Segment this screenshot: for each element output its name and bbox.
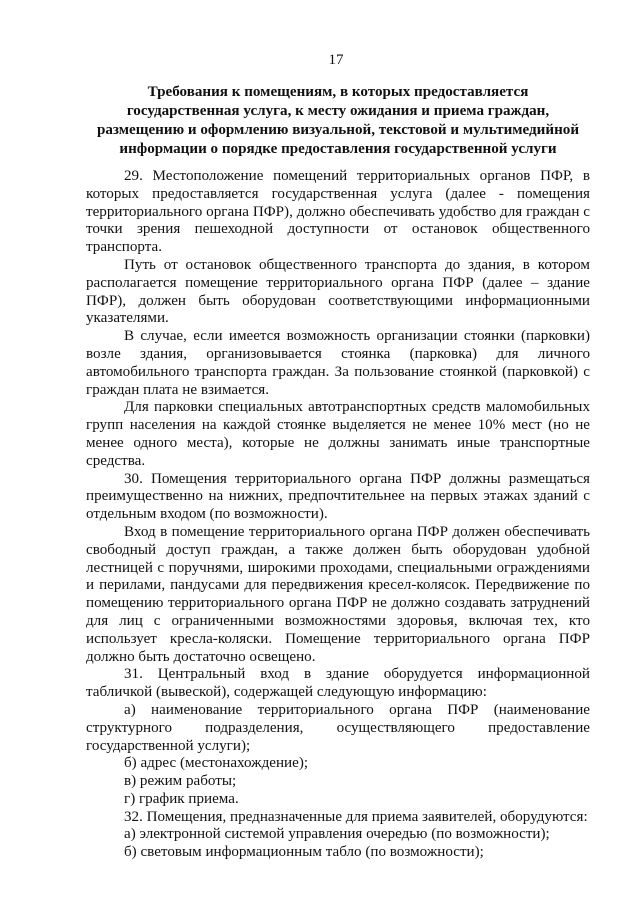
list-item-32b: б) световым информационным табло (по возможности);: [124, 844, 484, 861]
paragraph-parking: В случае, если имеется возможность организации стоянки (парковки) возле здания, организовывается стоянка (парковка) для личного автомобильного транспорта граждан. За пользование стоянкой (парковкой) с граждан плата не взимается.: [86, 328, 590, 398]
section-title: [86, 83, 590, 159]
document-body: [86, 168, 590, 862]
list-item-32a: а) электронной системой управления очередью (по возможности);: [124, 826, 550, 843]
list-item-b: б) адрес (местонахождение);: [124, 755, 309, 772]
paragraph-entrance: Вход в помещение территориального органа ПФР должен обеспечивать свободный доступ граждан, а также должен быть оборудован удобной лестницей с поручнями, широкими проходами, специальными ограждениями и перилами, пандусами для передвижения кресел-колясок. Передвижение по помещению территориального органа ПФР не должно создавать затруднений для лиц с ограниченными возможностями здоровья, включая тех, кто использует кресла-коляски. Помещение территориального органа ПФР должно быть достаточно освещено.: [86, 523, 590, 665]
paragraph-31: 31. Центральный вход в здание оборудуется информационной табличкой (вывеской), содержащей следующую информацию:: [86, 666, 590, 701]
title-line: размещению и оформлению визуальной, текстовой и мультимедийной: [96, 122, 580, 138]
title-line: государственная услуга, к месту ожидания и приема граждан,: [126, 103, 550, 119]
list-item-g: г) график приема.: [124, 790, 239, 807]
title-line: Требования к помещениям, в которых предоставляется: [147, 84, 529, 100]
paragraph-29: 29. Местоположение помещений территориальных органов ПФР, в которых предоставляется государственная услуга (далее - помещения территориального органа ПФР), должно обеспечивать удобство для граждан с точки зрения пешеходной доступности от остановок общественного транспорта.: [86, 168, 590, 256]
paragraph-route: Путь от остановок общественного транспорта до здания, в котором располагается помещение территориального органа ПФР (далее – здание ПФР), должен быть оборудован соответствующими информационными указателями.: [86, 256, 590, 327]
paragraph-30: 30. Помещения территориального органа ПФР должны размещаться преимущественно на нижних, предпочтительнее на первых этажах зданий с отдельным входом (по возможности).: [86, 470, 590, 523]
paragraph-disabled-parking: Для парковки специальных автотранспортных средств маломобильных групп населения на каждой стоянке выделяется не менее 10% мест (но не менее одного места), которые не должны занимать иные транспортные средства.: [86, 399, 590, 469]
paragraph-32: 32. Помещения, предназначенные для приема заявителей, оборудуются:: [124, 808, 588, 825]
list-item-v: в) режим работы;: [124, 773, 237, 790]
page-number: 17: [328, 52, 344, 68]
list-item-a: а) наименование территориального органа ПФР (наименование структурного подразделения, осуществляющего предоставление государственной услуги);: [86, 701, 590, 754]
title-line: информации о порядке предоставления государственной услуги: [119, 141, 557, 157]
